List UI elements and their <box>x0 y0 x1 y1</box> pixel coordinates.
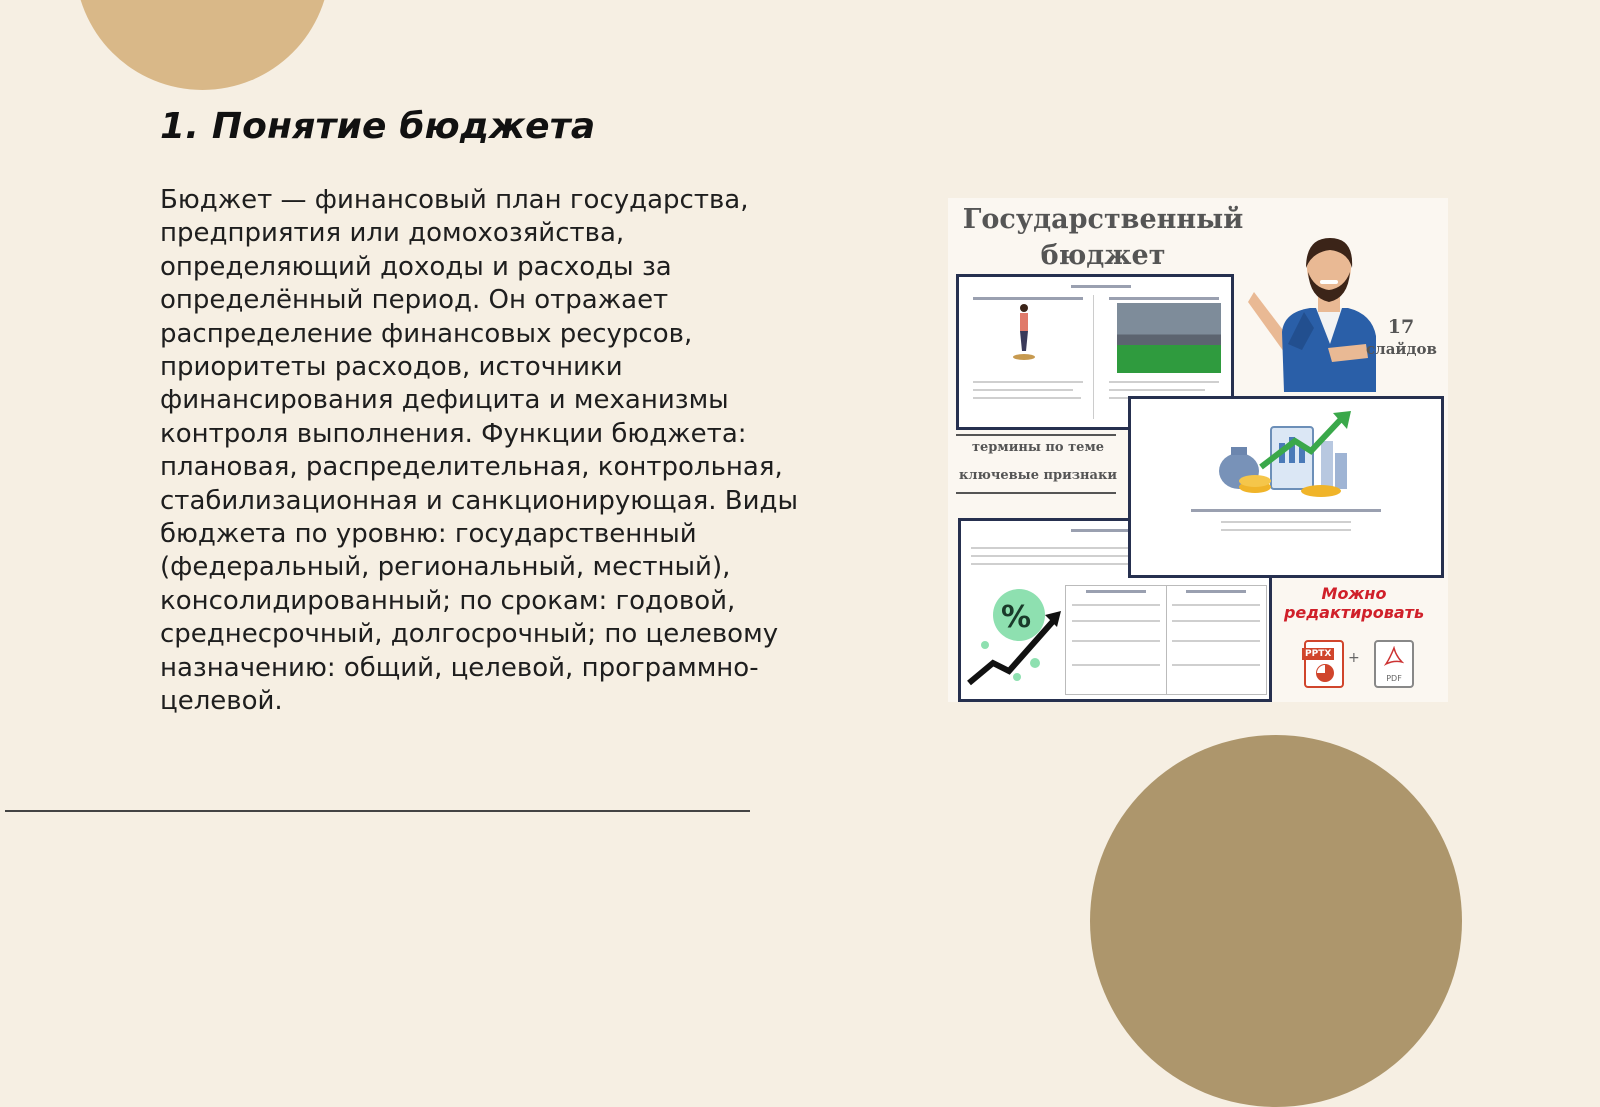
slide-title: 1. Понятие бюджета <box>160 106 596 147</box>
thumb-text-line <box>973 397 1081 399</box>
thumb-heading <box>1071 285 1131 288</box>
pdf-acrobat-glyph <box>1384 646 1404 668</box>
thumb-text-line <box>1072 664 1160 666</box>
thumb-text-line <box>1072 640 1160 642</box>
balance-figure-icon <box>1013 303 1035 363</box>
thumb-heading <box>973 297 1083 300</box>
decor-circle-bottom <box>1090 735 1462 1107</box>
thumb-text-line <box>971 547 1131 549</box>
divider-line <box>5 810 750 812</box>
pptx-tag: PPTX <box>1302 648 1334 660</box>
thumb-text-line <box>1221 521 1351 523</box>
thumb-heading <box>1109 297 1219 300</box>
stadium-image <box>1117 303 1221 373</box>
thumb-text-line <box>1072 620 1160 622</box>
thumb-divider <box>1093 295 1094 419</box>
pptx-pie-glyph <box>1316 664 1334 682</box>
percent-growth-icon <box>965 585 1065 689</box>
mini-table-divider <box>1166 586 1167 694</box>
terms-labels <box>948 434 1128 490</box>
svg-text:%: % <box>1001 600 1032 635</box>
thumb-text-line <box>1172 620 1260 622</box>
terms-rule <box>956 492 1116 494</box>
slides-count-label: слайдов <box>1366 340 1437 358</box>
mini-table <box>1065 585 1267 695</box>
thumb-heading <box>1186 590 1246 593</box>
promo-title-line1: Государственный <box>962 204 1244 235</box>
presenter-figure <box>1244 232 1394 392</box>
thumb-text-line <box>1172 664 1260 666</box>
pdf-tag: PDF <box>1386 674 1402 683</box>
thumb-text-line <box>1109 389 1205 391</box>
thumb-text-line <box>971 555 1131 557</box>
preview-thumbnail-2 <box>1128 396 1444 578</box>
thumb-text-line <box>1172 640 1260 642</box>
decor-circle-top <box>75 0 330 90</box>
promo-title <box>948 202 1258 274</box>
promo-illustration <box>948 198 1448 702</box>
thumb-text-line <box>1221 529 1351 531</box>
thumb-text-line <box>1109 381 1219 383</box>
thumb-heading <box>1086 590 1146 593</box>
promo-title-line2: бюджет <box>1040 240 1166 271</box>
plus-sign: + <box>1348 650 1360 666</box>
terms-label-1: термины по теме <box>971 440 1105 455</box>
editable-label-line1: Можно <box>1321 584 1387 603</box>
slides-count-badge <box>1366 316 1436 360</box>
pdf-file-icon <box>1374 640 1414 688</box>
terms-label-2: ключевые признаки <box>958 468 1118 483</box>
pptx-file-icon <box>1304 640 1344 688</box>
thumb-text-line <box>1172 604 1260 606</box>
editable-label <box>1274 584 1434 622</box>
slide-body-text: Бюджет — финансовый план государства, предприятия или домохозяйства, определяющий доходы и расходы за определённый период. Он отражает распределение финансовых ресурсов, приоритеты расходов, источники финансирования дефицита и механизмы контроля выполнения. Функции бюджета: плановая, распределительная, контрольная, стабилизационная и санкционирующая. Виды бюджета по уровню: государственный (федеральный, региональный, местный), консолидированный; по срокам: годовой, среднесрочный, долгосрочный; по целевому назначению: общий, целевой, программно-целевой. <box>160 185 799 717</box>
thumb-text-line <box>971 563 1131 565</box>
thumb-heading <box>1191 509 1381 512</box>
finance-growth-icon <box>1211 407 1361 499</box>
thumb-text-line <box>1072 604 1160 606</box>
thumb-text-line <box>973 381 1083 383</box>
slides-count-number: 17 <box>1387 316 1415 338</box>
editable-label-line2: редактировать <box>1283 603 1425 622</box>
thumb-text-line <box>973 389 1073 391</box>
thumb-heading <box>1071 529 1131 532</box>
